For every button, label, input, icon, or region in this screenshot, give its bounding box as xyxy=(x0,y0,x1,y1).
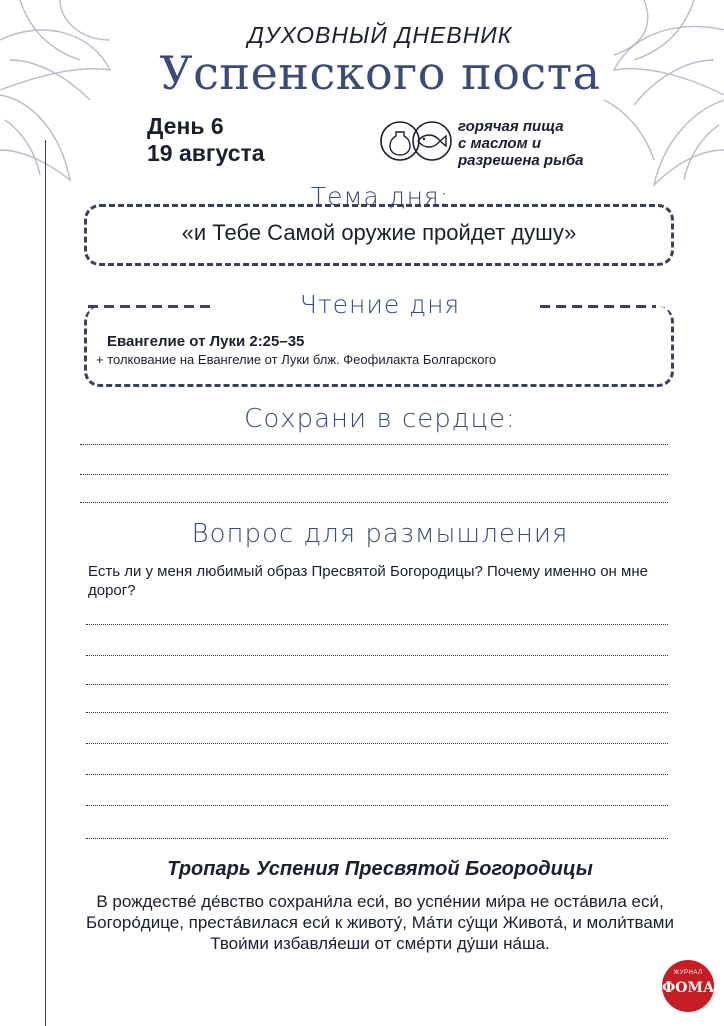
reflection-writing-line[interactable] xyxy=(86,655,668,656)
keep-heading: Сохрани в сердце: xyxy=(244,404,516,434)
reading-box-border xyxy=(540,305,656,308)
reflection-writing-line[interactable] xyxy=(86,624,668,625)
day-date: 19 августа xyxy=(147,140,265,166)
reading-heading: Чтение дня xyxy=(299,290,461,319)
food-rule-line: разрешена рыба xyxy=(458,152,584,169)
logo-big-text: ФОМА xyxy=(662,980,715,996)
reflection-writing-line[interactable] xyxy=(86,743,668,744)
day-info xyxy=(147,113,265,167)
troparion-text: В рождестве́ де́вство сохрани́ла еси́, во успе́нии ми́ра не оста́вила еси́, Богоро́дице, преста́вилася еси́ к животу́, Ма́ти су́щи Живота́, и моли́твами Твои́ми избавля́еши от сме́рти ду́ши на́ша. xyxy=(85,892,674,953)
oil-and-fish-icon xyxy=(380,120,452,162)
food-rule-line: с маслом и xyxy=(458,135,542,152)
reflection-writing-line[interactable] xyxy=(86,712,668,713)
keep-writing-line[interactable] xyxy=(80,444,668,445)
diary-subtitle: ДУХОВНЫЙ ДНЕВНИК xyxy=(247,22,513,48)
reading-commentary: + толкование на Евангелие от Луки блж. Феофилакта Болгарского xyxy=(96,352,497,367)
reflection-writing-line[interactable] xyxy=(86,684,668,685)
food-rule xyxy=(458,118,584,169)
reflection-writing-line[interactable] xyxy=(86,838,668,839)
reading-box-border xyxy=(88,305,216,308)
diary-title: Успенского поста xyxy=(159,46,601,100)
margin-line xyxy=(45,140,46,1026)
keep-writing-line[interactable] xyxy=(80,474,668,475)
day-label: День 6 xyxy=(147,113,224,139)
reading-gospel: Евангелие от Луки 2:25–35 xyxy=(107,333,305,350)
reflection-writing-line[interactable] xyxy=(86,774,668,775)
theme-heading: Тема дня: xyxy=(310,182,450,211)
foma-logo xyxy=(662,960,714,1012)
theme-text: «и Тебе Самой оружие пройдет душу» xyxy=(181,220,577,245)
reflection-writing-line[interactable] xyxy=(86,805,668,806)
keep-writing-line[interactable] xyxy=(80,502,668,503)
reflection-question: Есть ли у меня любимый образ Пресвятой Богородицы? Почему именно он мне дорог? xyxy=(88,563,648,599)
troparion-heading: Тропарь Успения Пресвятой Богородицы xyxy=(167,858,593,880)
reflection-heading: Вопрос для размышления xyxy=(191,519,569,549)
logo-small-text: ЖУРНАЛ xyxy=(673,970,703,976)
food-rule-line: горячая пища xyxy=(458,118,564,135)
